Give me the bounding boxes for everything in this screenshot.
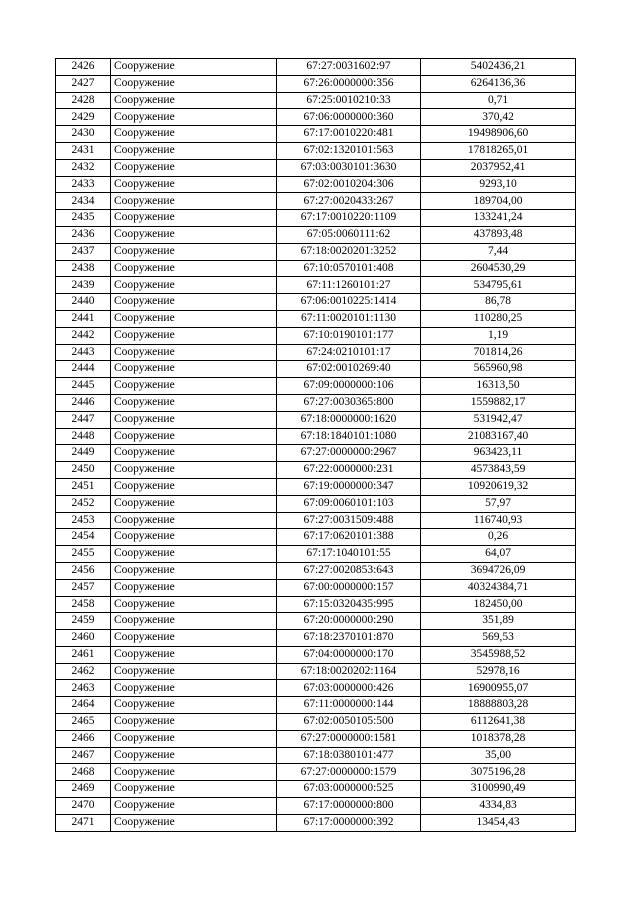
cadastral-number-cell: 67:04:0000000:170: [277, 646, 421, 663]
object-type-cell: Сооружение: [111, 243, 277, 260]
object-type-cell: Сооружение: [111, 310, 277, 327]
cadastral-number-cell: 67:17:0010220:481: [277, 126, 421, 143]
row-number-cell: 2449: [56, 445, 111, 462]
table-row: [56, 327, 576, 344]
value-cell: 4334,83: [421, 798, 576, 815]
cadastral-number-cell: 67:11:0000000:144: [277, 697, 421, 714]
cadastral-number-cell: 67:18:1840101:1080: [277, 428, 421, 445]
table-row: [56, 478, 576, 495]
cadastral-number-cell: 67:03:0000000:426: [277, 680, 421, 697]
row-number-cell: 2427: [56, 75, 111, 92]
cadastral-number-cell: 67:17:1040101:55: [277, 546, 421, 563]
value-cell: 16900955,07: [421, 680, 576, 697]
object-type-cell: Сооружение: [111, 596, 277, 613]
object-type-cell: Сооружение: [111, 59, 277, 76]
object-type-cell: Сооружение: [111, 730, 277, 747]
object-type-cell: Сооружение: [111, 411, 277, 428]
cadastral-number-cell: 67:03:0030101:3630: [277, 159, 421, 176]
table-row: [56, 630, 576, 647]
object-type-cell: Сооружение: [111, 630, 277, 647]
cadastral-number-cell: 67:19:0000000:347: [277, 478, 421, 495]
row-number-cell: 2463: [56, 680, 111, 697]
row-number-cell: 2440: [56, 294, 111, 311]
value-cell: 531942,47: [421, 411, 576, 428]
table-row: [56, 210, 576, 227]
cadastral-number-cell: 67:18:0000000:1620: [277, 411, 421, 428]
cadastral-number-cell: 67:27:0000000:1579: [277, 764, 421, 781]
cadastral-number-cell: 67:03:0000000:525: [277, 781, 421, 798]
table-row: [56, 747, 576, 764]
cadastral-number-cell: 67:22:0000000:231: [277, 462, 421, 479]
row-number-cell: 2434: [56, 193, 111, 210]
row-number-cell: 2453: [56, 512, 111, 529]
table-row: [56, 697, 576, 714]
value-cell: 2037952,41: [421, 159, 576, 176]
object-type-cell: Сооружение: [111, 613, 277, 630]
cadastral-number-cell: 67:02:0010204:306: [277, 176, 421, 193]
row-number-cell: 2455: [56, 546, 111, 563]
value-cell: 6112641,38: [421, 714, 576, 731]
row-number-cell: 2462: [56, 663, 111, 680]
value-cell: 133241,24: [421, 210, 576, 227]
cadastral-number-cell: 67:09:0000000:106: [277, 378, 421, 395]
value-cell: 16313,50: [421, 378, 576, 395]
cadastral-number-cell: 67:11:1260101:27: [277, 277, 421, 294]
value-cell: 110280,25: [421, 310, 576, 327]
object-type-cell: Сооружение: [111, 126, 277, 143]
value-cell: 0,26: [421, 529, 576, 546]
table-row: [56, 411, 576, 428]
value-cell: 57,97: [421, 495, 576, 512]
row-number-cell: 2429: [56, 109, 111, 126]
table-row: [56, 310, 576, 327]
value-cell: 17818265,01: [421, 142, 576, 159]
table-row: [56, 226, 576, 243]
row-number-cell: 2426: [56, 59, 111, 76]
object-type-cell: Сооружение: [111, 579, 277, 596]
row-number-cell: 2443: [56, 344, 111, 361]
cadastral-number-cell: 67:02:0010269:40: [277, 361, 421, 378]
table-row: [56, 159, 576, 176]
object-type-cell: Сооружение: [111, 75, 277, 92]
value-cell: 86,78: [421, 294, 576, 311]
cadastral-number-cell: 67:27:0031602:97: [277, 59, 421, 76]
row-number-cell: 2439: [56, 277, 111, 294]
cadastral-number-cell: 67:09:0060101:103: [277, 495, 421, 512]
row-number-cell: 2445: [56, 378, 111, 395]
cadastral-number-cell: 67:17:0620101:388: [277, 529, 421, 546]
object-type-cell: Сооружение: [111, 226, 277, 243]
row-number-cell: 2459: [56, 613, 111, 630]
object-type-cell: Сооружение: [111, 210, 277, 227]
object-type-cell: Сооружение: [111, 109, 277, 126]
cadastral-number-cell: 67:02:1320101:563: [277, 142, 421, 159]
value-cell: 18888803,28: [421, 697, 576, 714]
table-row: [56, 579, 576, 596]
object-type-cell: Сооружение: [111, 394, 277, 411]
cadastral-number-cell: 67:17:0000000:392: [277, 814, 421, 831]
row-number-cell: 2466: [56, 730, 111, 747]
object-type-cell: Сооружение: [111, 92, 277, 109]
value-cell: 534795,61: [421, 277, 576, 294]
cadastral-number-cell: 67:20:0000000:290: [277, 613, 421, 630]
object-type-cell: Сооружение: [111, 428, 277, 445]
object-type-cell: Сооружение: [111, 781, 277, 798]
cadastral-number-cell: 67:18:0020202:1164: [277, 663, 421, 680]
object-type-cell: Сооружение: [111, 546, 277, 563]
cadastral-number-cell: 67:27:0020433:267: [277, 193, 421, 210]
row-number-cell: 2454: [56, 529, 111, 546]
value-cell: 3694726,09: [421, 562, 576, 579]
row-number-cell: 2457: [56, 579, 111, 596]
value-cell: 52978,16: [421, 663, 576, 680]
value-cell: 569,53: [421, 630, 576, 647]
value-cell: 3100990,49: [421, 781, 576, 798]
cadastral-number-cell: 67:15:0320435:995: [277, 596, 421, 613]
table-row: [56, 243, 576, 260]
object-type-cell: Сооружение: [111, 478, 277, 495]
row-number-cell: 2432: [56, 159, 111, 176]
object-type-cell: Сооружение: [111, 277, 277, 294]
cadastral-number-cell: 67:05:0060111:62: [277, 226, 421, 243]
table-row: [56, 529, 576, 546]
registry-table-body: [56, 59, 576, 832]
table-row: [56, 663, 576, 680]
value-cell: 189704,00: [421, 193, 576, 210]
cadastral-number-cell: 67:10:0570101:408: [277, 260, 421, 277]
value-cell: 13454,43: [421, 814, 576, 831]
row-number-cell: 2461: [56, 646, 111, 663]
value-cell: 5402436,21: [421, 59, 576, 76]
row-number-cell: 2452: [56, 495, 111, 512]
table-row: [56, 445, 576, 462]
row-number-cell: 2438: [56, 260, 111, 277]
value-cell: 437893,48: [421, 226, 576, 243]
table-row: [56, 462, 576, 479]
table-row: [56, 378, 576, 395]
table-row: [56, 495, 576, 512]
table-row: [56, 294, 576, 311]
cadastral-number-cell: 67:24:0210101:17: [277, 344, 421, 361]
value-cell: 21083167,40: [421, 428, 576, 445]
value-cell: 1018378,28: [421, 730, 576, 747]
table-row: [56, 546, 576, 563]
row-number-cell: 2468: [56, 764, 111, 781]
table-row: [56, 75, 576, 92]
table-row: [56, 512, 576, 529]
row-number-cell: 2448: [56, 428, 111, 445]
object-type-cell: Сооружение: [111, 495, 277, 512]
value-cell: 7,44: [421, 243, 576, 260]
value-cell: 0,71: [421, 92, 576, 109]
row-number-cell: 2467: [56, 747, 111, 764]
object-type-cell: Сооружение: [111, 814, 277, 831]
object-type-cell: Сооружение: [111, 142, 277, 159]
object-type-cell: Сооружение: [111, 512, 277, 529]
cadastral-number-cell: 67:06:0000000:360: [277, 109, 421, 126]
row-number-cell: 2456: [56, 562, 111, 579]
object-type-cell: Сооружение: [111, 646, 277, 663]
object-type-cell: Сооружение: [111, 747, 277, 764]
value-cell: 3075196,28: [421, 764, 576, 781]
cadastral-number-cell: 67:27:0031509:488: [277, 512, 421, 529]
table-row: [56, 798, 576, 815]
object-type-cell: Сооружение: [111, 562, 277, 579]
table-row: [56, 109, 576, 126]
row-number-cell: 2471: [56, 814, 111, 831]
cadastral-number-cell: 67:27:0030365:800: [277, 394, 421, 411]
cadastral-number-cell: 67:18:0020201:3252: [277, 243, 421, 260]
object-type-cell: Сооружение: [111, 764, 277, 781]
cadastral-number-cell: 67:02:0050105:500: [277, 714, 421, 731]
object-type-cell: Сооружение: [111, 697, 277, 714]
table-row: [56, 680, 576, 697]
value-cell: 701814,26: [421, 344, 576, 361]
object-type-cell: Сооружение: [111, 378, 277, 395]
table-row: [56, 781, 576, 798]
table-row: [56, 428, 576, 445]
row-number-cell: 2433: [56, 176, 111, 193]
row-number-cell: 2444: [56, 361, 111, 378]
table-row: [56, 714, 576, 731]
value-cell: 64,07: [421, 546, 576, 563]
table-row: [56, 126, 576, 143]
table-row: [56, 764, 576, 781]
table-row: [56, 92, 576, 109]
value-cell: 565960,98: [421, 361, 576, 378]
table-row: [56, 730, 576, 747]
cadastral-number-cell: 67:17:0000000:800: [277, 798, 421, 815]
object-type-cell: Сооружение: [111, 462, 277, 479]
value-cell: 351,89: [421, 613, 576, 630]
value-cell: 2604530,29: [421, 260, 576, 277]
object-type-cell: Сооружение: [111, 193, 277, 210]
object-type-cell: Сооружение: [111, 714, 277, 731]
row-number-cell: 2437: [56, 243, 111, 260]
table-row: [56, 142, 576, 159]
value-cell: 370,42: [421, 109, 576, 126]
cadastral-number-cell: 67:27:0020853:643: [277, 562, 421, 579]
table-row: [56, 613, 576, 630]
row-number-cell: 2470: [56, 798, 111, 815]
cadastral-number-cell: 67:27:0000000:2967: [277, 445, 421, 462]
value-cell: 40324384,71: [421, 579, 576, 596]
row-number-cell: 2464: [56, 697, 111, 714]
cadastral-number-cell: 67:27:0000000:1581: [277, 730, 421, 747]
object-type-cell: Сооружение: [111, 680, 277, 697]
object-type-cell: Сооружение: [111, 159, 277, 176]
registry-table: [55, 58, 576, 832]
cadastral-number-cell: 67:17:0010220:1109: [277, 210, 421, 227]
value-cell: 10920619,32: [421, 478, 576, 495]
table-row: [56, 176, 576, 193]
table-row: [56, 562, 576, 579]
table-row: [56, 344, 576, 361]
row-number-cell: 2430: [56, 126, 111, 143]
object-type-cell: Сооружение: [111, 798, 277, 815]
cadastral-number-cell: 67:10:0190101:177: [277, 327, 421, 344]
row-number-cell: 2450: [56, 462, 111, 479]
value-cell: 1559882,17: [421, 394, 576, 411]
row-number-cell: 2442: [56, 327, 111, 344]
row-number-cell: 2436: [56, 226, 111, 243]
object-type-cell: Сооружение: [111, 529, 277, 546]
value-cell: 182450,00: [421, 596, 576, 613]
table-row: [56, 361, 576, 378]
value-cell: 19498906,60: [421, 126, 576, 143]
table-row: [56, 193, 576, 210]
cadastral-number-cell: 67:25:0010210:33: [277, 92, 421, 109]
row-number-cell: 2451: [56, 478, 111, 495]
row-number-cell: 2465: [56, 714, 111, 731]
object-type-cell: Сооружение: [111, 361, 277, 378]
value-cell: 1,19: [421, 327, 576, 344]
cadastral-number-cell: 67:06:0010225:1414: [277, 294, 421, 311]
table-row: [56, 59, 576, 76]
table-row: [56, 277, 576, 294]
row-number-cell: 2441: [56, 310, 111, 327]
table-row: [56, 646, 576, 663]
cadastral-number-cell: 67:00:0000000:157: [277, 579, 421, 596]
row-number-cell: 2458: [56, 596, 111, 613]
table-row: [56, 814, 576, 831]
object-type-cell: Сооружение: [111, 663, 277, 680]
value-cell: 4573843,59: [421, 462, 576, 479]
table-row: [56, 596, 576, 613]
row-number-cell: 2460: [56, 630, 111, 647]
cadastral-number-cell: 67:26:0000000:356: [277, 75, 421, 92]
row-number-cell: 2446: [56, 394, 111, 411]
row-number-cell: 2431: [56, 142, 111, 159]
object-type-cell: Сооружение: [111, 344, 277, 361]
value-cell: 116740,93: [421, 512, 576, 529]
row-number-cell: 2428: [56, 92, 111, 109]
object-type-cell: Сооружение: [111, 294, 277, 311]
object-type-cell: Сооружение: [111, 327, 277, 344]
cadastral-number-cell: 67:11:0020101:1130: [277, 310, 421, 327]
row-number-cell: 2469: [56, 781, 111, 798]
row-number-cell: 2435: [56, 210, 111, 227]
value-cell: 35,00: [421, 747, 576, 764]
object-type-cell: Сооружение: [111, 260, 277, 277]
value-cell: 963423,11: [421, 445, 576, 462]
object-type-cell: Сооружение: [111, 176, 277, 193]
object-type-cell: Сооружение: [111, 445, 277, 462]
row-number-cell: 2447: [56, 411, 111, 428]
cadastral-number-cell: 67:18:0380101:477: [277, 747, 421, 764]
table-row: [56, 260, 576, 277]
cadastral-number-cell: 67:18:2370101:870: [277, 630, 421, 647]
table-row: [56, 394, 576, 411]
value-cell: 9293,10: [421, 176, 576, 193]
value-cell: 3545988,52: [421, 646, 576, 663]
value-cell: 6264136,36: [421, 75, 576, 92]
